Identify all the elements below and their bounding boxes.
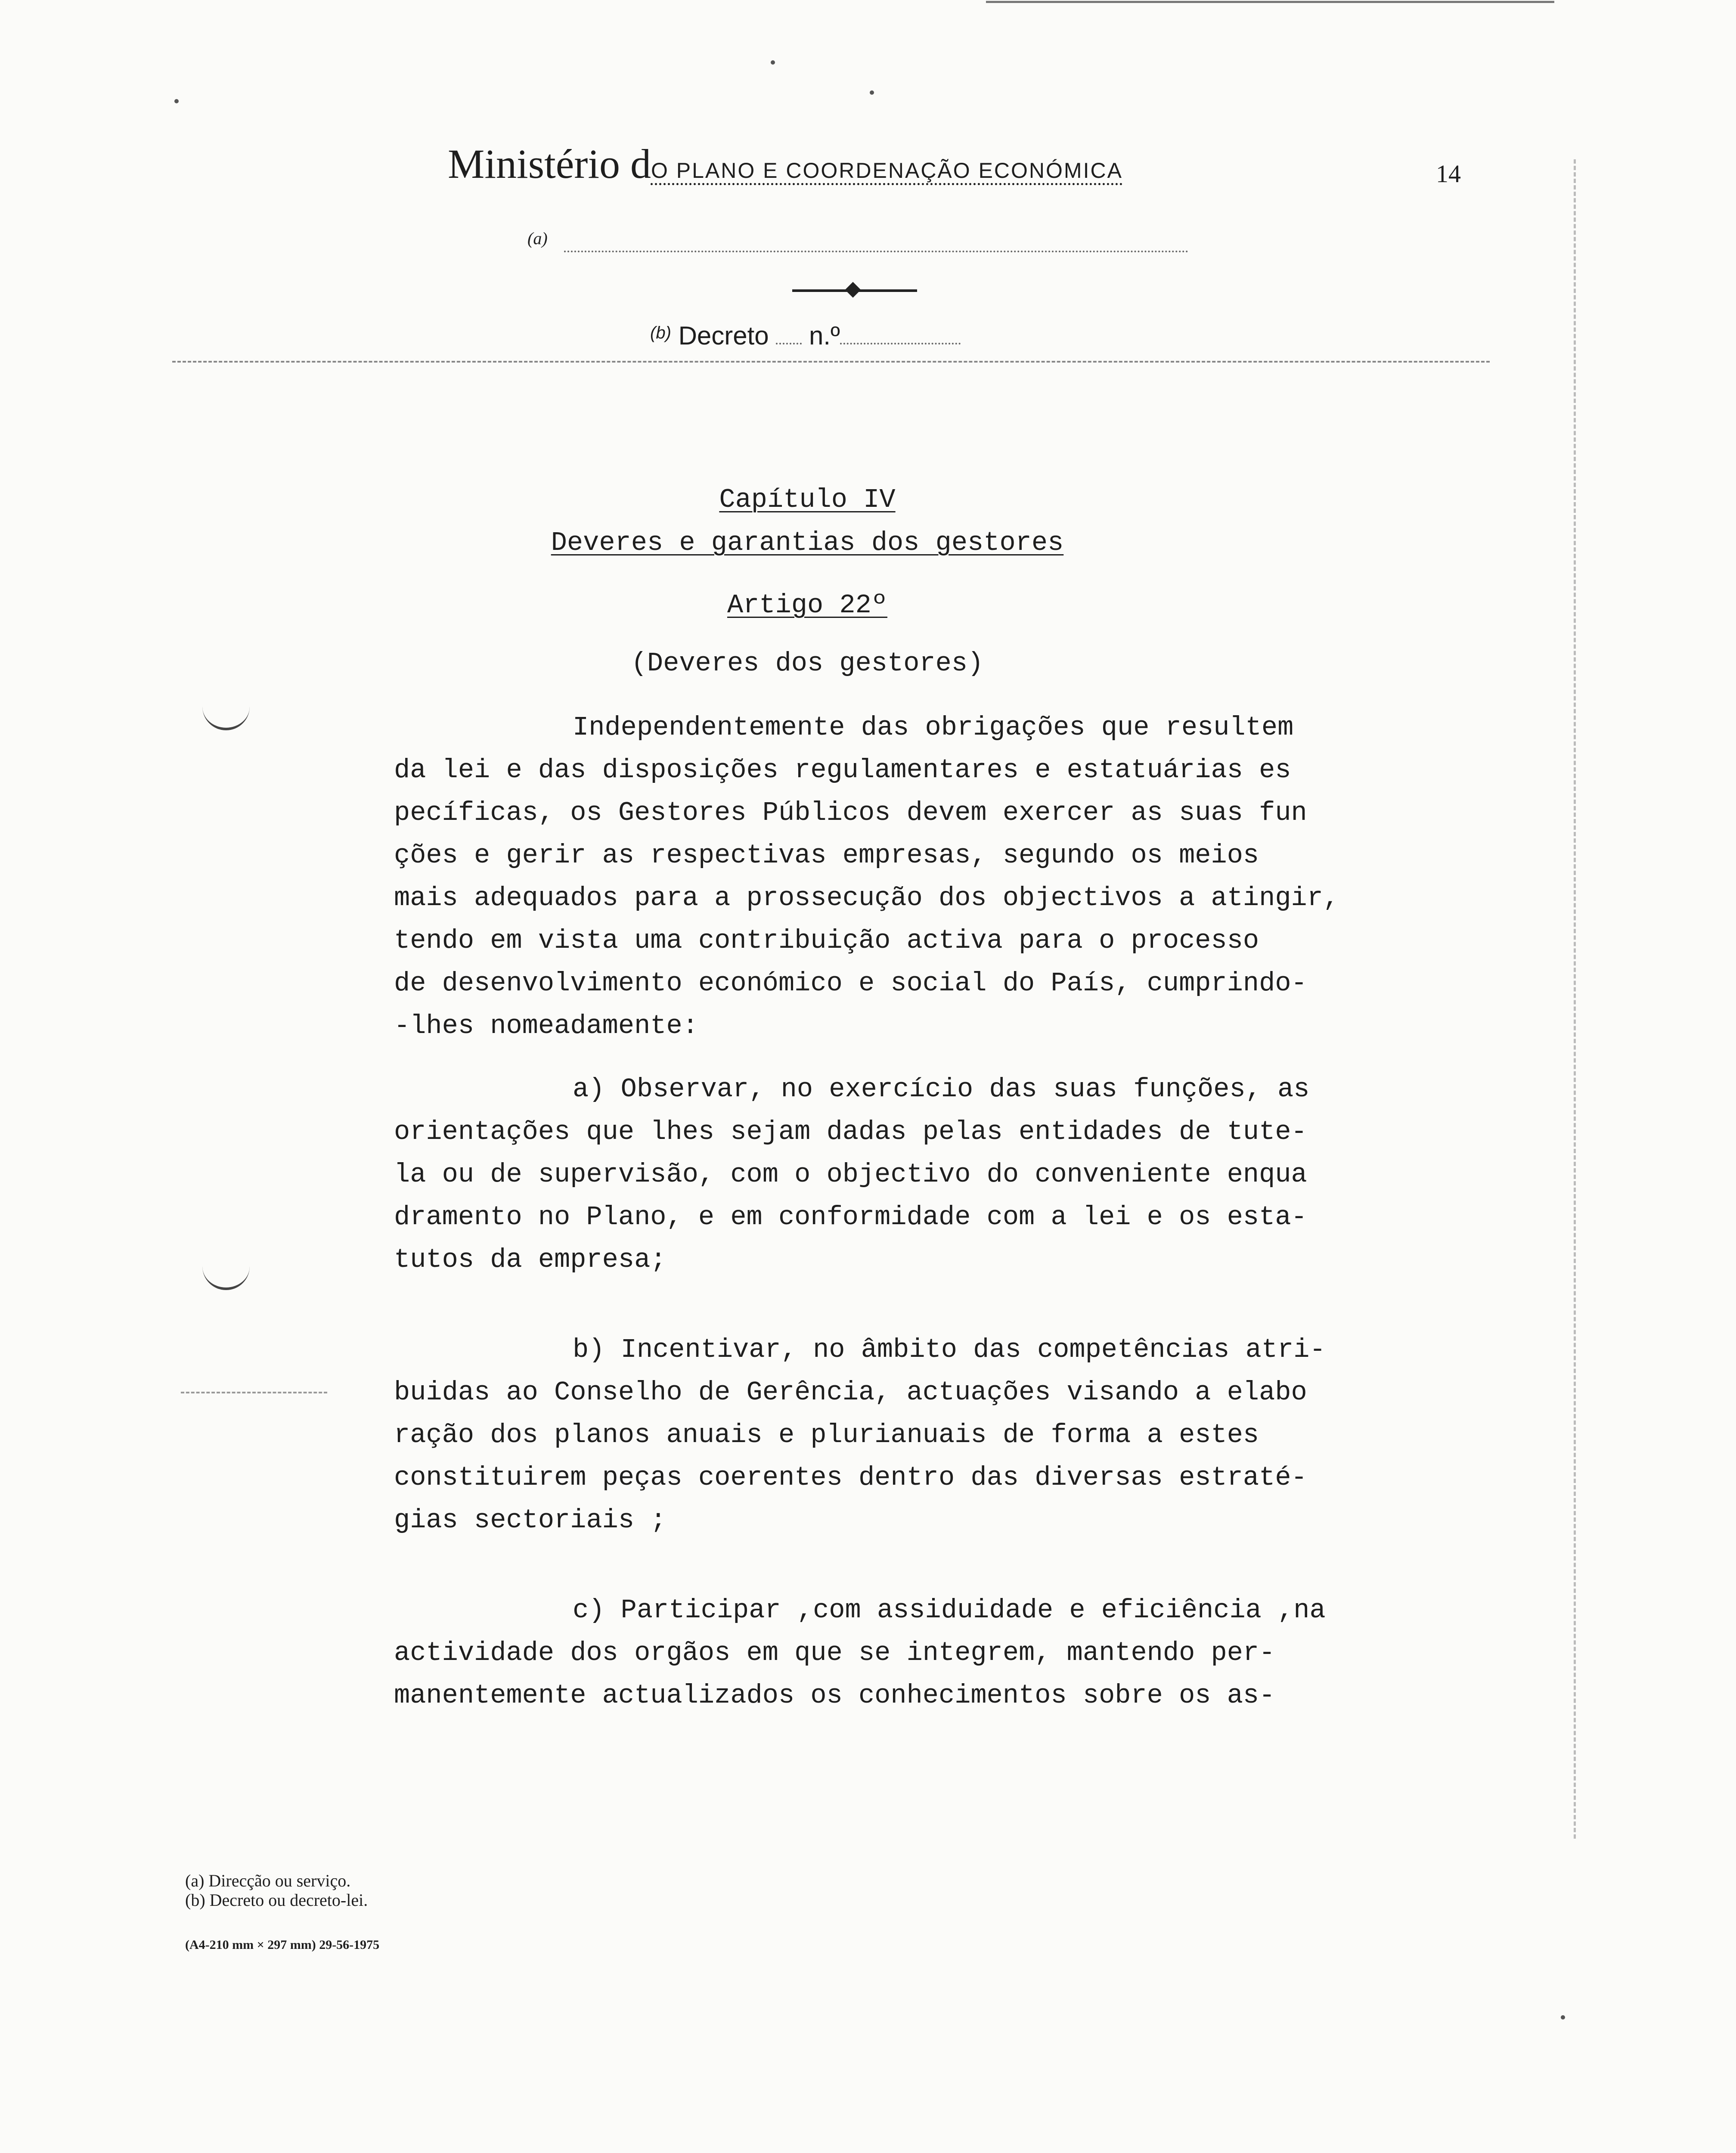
paragraph-line: de desenvolvimento económico e social do País, cumprindo- — [394, 968, 1307, 999]
top-edge-rule — [986, 1, 1554, 3]
article-heading-text: Artigo 22º — [727, 590, 888, 620]
ministry-heading — [448, 140, 1123, 188]
chapter-heading — [0, 484, 1615, 515]
field-a-label: (a) — [527, 229, 548, 248]
paragraph-line: tendo em vista uma contribuição activa para o processo — [394, 925, 1259, 956]
paragraph-line: b) Incentivar, no âmbito das competências atri- — [573, 1334, 1326, 1365]
item-b-paragraph — [394, 1328, 1462, 1542]
scan-speck — [174, 99, 179, 103]
ministry-heading-caps: O PLANO E COORDENAÇÃO ECONÓMICA — [651, 158, 1123, 183]
paragraph-line: mais adequados para a prossecução dos objectivos a atingir, — [394, 883, 1339, 913]
decreto-label: Decreto — [678, 321, 769, 350]
footnote-a: (a) Direcção ou serviço. — [185, 1871, 351, 1890]
paragraph-line: la ou de supervisão, com o objectivo do conveniente enqua — [394, 1159, 1307, 1190]
ornament-diamond-icon — [845, 282, 861, 298]
chapter-title-text: Deveres e garantias dos gestores — [551, 527, 1064, 558]
footnotes — [185, 1871, 368, 1910]
paragraph-line: c) Participar ,com assiduidade e eficiência ,na — [573, 1595, 1326, 1626]
punch-hole-mark — [202, 1262, 250, 1290]
form-reference: (A4-210 mm × 297 mm) 29-56-1975 — [185, 1938, 380, 1952]
paragraph-line: constituirem peças coerentes dentro das diversas estraté- — [394, 1462, 1307, 1493]
paragraph-line: ções e gerir as respectivas empresas, segundo os meios — [394, 840, 1259, 871]
paragraph-line: actividade dos orgãos em que se integrem, mantendo per- — [394, 1638, 1275, 1668]
paragraph-line: dramento no Plano, e em conformidade com a lei e os esta- — [394, 1202, 1307, 1232]
intro-paragraph — [394, 706, 1462, 1047]
paragraph-line: Independentemente das obrigações que resultem — [573, 712, 1294, 743]
item-c-paragraph — [394, 1589, 1462, 1717]
paragraph-line: pecíficas, os Gestores Públicos devem exercer as suas fun — [394, 797, 1307, 828]
decreto-rule — [172, 361, 1490, 363]
paragraph-line: tutos da empresa; — [394, 1244, 666, 1275]
margin-scan-line — [1574, 159, 1576, 1839]
paragraph-line: buidas ao Conselho de Gerência, actuações visando a elabo — [394, 1377, 1307, 1408]
margin-dash-mark — [181, 1392, 327, 1393]
decreto-marker: (b) — [650, 323, 671, 342]
decreto-dotted-gap — [776, 338, 802, 344]
field-a-dotted-line — [564, 251, 1188, 252]
scan-speck — [1561, 2015, 1565, 2020]
article-heading — [0, 590, 1615, 620]
article-title: (Deveres dos gestores) — [631, 648, 984, 679]
paragraph-line: gias sectoriais ; — [394, 1505, 666, 1536]
paragraph-line: da lei e das disposições regulamentares e estatuárias es — [394, 755, 1291, 785]
scan-speck — [870, 90, 874, 95]
paragraph-line: ração dos planos anuais e plurianuais de forma a estes — [394, 1420, 1259, 1450]
chapter-title — [0, 527, 1615, 558]
paragraph-line: manentemente actualizados os conhecimentos sobre os as- — [394, 1680, 1275, 1711]
decreto-row — [650, 321, 961, 351]
scan-speck — [771, 60, 775, 65]
ministry-heading-serif: Ministério d — [448, 141, 651, 187]
punch-hole-mark — [202, 702, 250, 730]
paragraph-line: orientações que lhes sejam dadas pelas entidades de tute- — [394, 1117, 1307, 1147]
decreto-number-label: n.º — [809, 321, 840, 350]
decreto-number-dotted-line — [840, 338, 961, 344]
paragraph-line: -lhes nomeadamente: — [394, 1011, 698, 1041]
page-number: 14 — [1436, 160, 1461, 188]
footnote-b: (b) Decreto ou decreto-lei. — [185, 1890, 368, 1910]
paragraph-line: a) Observar, no exercício das suas funções, as — [573, 1074, 1310, 1104]
chapter-heading-text: Capítulo IV — [719, 484, 896, 515]
item-a-paragraph — [394, 1068, 1462, 1281]
